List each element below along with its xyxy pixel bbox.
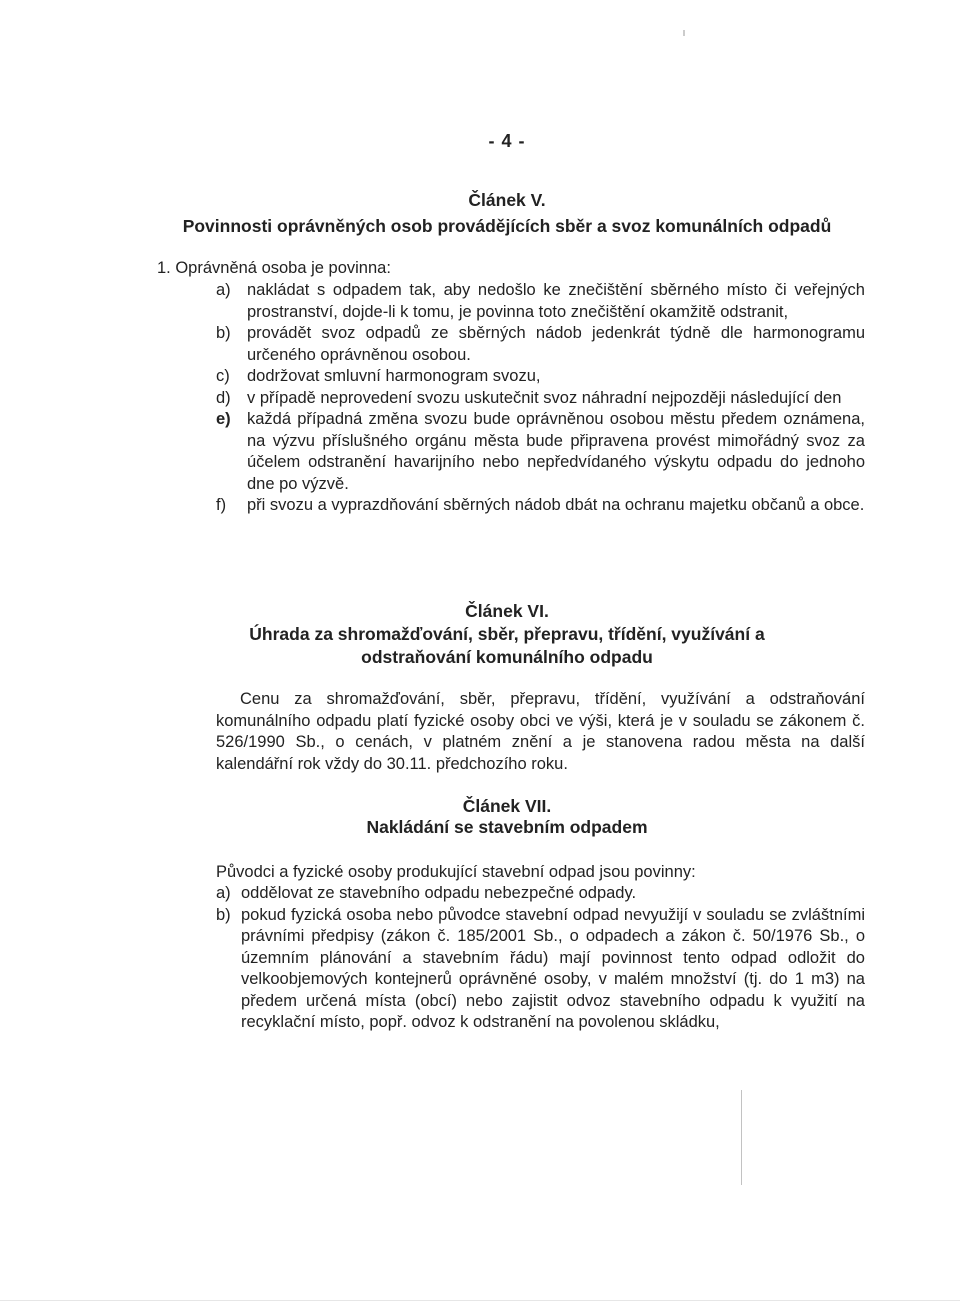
item-label: a) <box>216 884 231 902</box>
article-6-heading: Článek VI. <box>465 601 549 621</box>
list-item <box>216 905 865 1034</box>
article-6-paragraph: Cenu za shromažďování, sběr, přepravu, třídění, využívání a odstraňování komunálního odpadu platí fyzické osoby obci ve výši, která je v souladu se zákonem č. 526/1990 Sb., o cenách, v platném znění a je stanovena radou města na další kalendářní rok vždy do 30.11. předchozího roku. <box>216 690 865 773</box>
article-5-list <box>216 280 865 517</box>
item-label: b) <box>216 905 231 924</box>
article-7-lead: Původci a fyzické osoby produkující stavební odpad jsou povinny: <box>216 863 696 881</box>
article-7-list <box>216 883 865 1034</box>
list-item <box>216 883 865 905</box>
item-text: dodržovat smluvní harmonogram svozu, <box>247 367 541 385</box>
list-item <box>216 409 865 495</box>
point-1-lead: 1. Oprávněná osoba je povinna: <box>157 259 391 277</box>
article-6-title-line-2: odstraňování komunálního odpadu <box>361 647 653 667</box>
item-text: v případě neprovedení svozu uskutečnit svoz náhradní nejpozději následující den <box>247 388 842 407</box>
article-7-heading: Článek VII. <box>462 796 552 816</box>
article-6-title-line-1: Úhrada za shromažďování, sběr, přepravu, třídění, využívání a <box>249 624 765 644</box>
list-item <box>216 388 865 410</box>
page-number: - 4 - <box>488 131 526 151</box>
item-text: při svozu a vyprazdňování sběrných nádob dbát na ochranu majetku občanů a obce. <box>247 496 865 514</box>
item-text: provádět svoz odpadů ze sběrných nádob jedenkrát týdně dle harmonogramu určeného oprávněnou osobou. <box>247 324 865 364</box>
list-item <box>216 495 865 517</box>
list-item <box>216 366 865 388</box>
article-7-title: Nakládání se stavebním odpadem <box>366 817 648 837</box>
item-text: pokud fyzická osoba nebo původce stavební odpad nevyužijí v souladu se zvláštními právními předpisy (zákon č. 185/2001 Sb., o odpadech a zákon č. 50/1976 Sb., o územním plánování a stavebním řádu) mají povinnost tento odpad odložit do velkoobjemových kontejnerů oprávněné osoby, v malém množství (tj. do 1 m3) na předem určená místa (obcí) nebo zajistit odvoz stavebního odpadu k využití na recyklační místo, popř. odvoz k odstranění na povolenou skládku, <box>241 905 865 1031</box>
list-item <box>216 280 865 323</box>
list-item <box>216 323 865 366</box>
item-label: f) <box>216 496 227 514</box>
item-label: b) <box>216 324 231 342</box>
article-5-heading: Článek V. <box>468 190 546 210</box>
item-label: c) <box>216 367 230 385</box>
item-text: nakládat s odpadem tak, aby nedošlo ke znečištění sběrného místo či veřejných prostranství, dojde-li k tomu, je povinna toto znečištění okamžitě odstranit, <box>247 281 865 321</box>
item-label: a) <box>216 281 231 299</box>
item-label: d) <box>216 388 231 407</box>
item-text: každá případná změna svozu bude oprávněnou osobou městu předem oznámena, na výzvu příslušného orgánu města bude připravena provést mimořádný svoz za účelem odstranění havarijního nebo nepředvídaného výskytu odpadu do jednoho dne po výzvě. <box>247 410 865 493</box>
scan-artifact-line <box>741 1090 742 1185</box>
scan-artifact-dot <box>683 30 685 36</box>
scan-artifact-edge <box>0 1300 960 1301</box>
article-5-title: Povinnosti oprávněných osob provádějících sběr a svoz komunálních odpadů <box>182 216 832 236</box>
item-text: oddělovat ze stavebního odpadu nebezpečné odpady. <box>241 884 637 902</box>
item-label: e) <box>216 410 231 428</box>
